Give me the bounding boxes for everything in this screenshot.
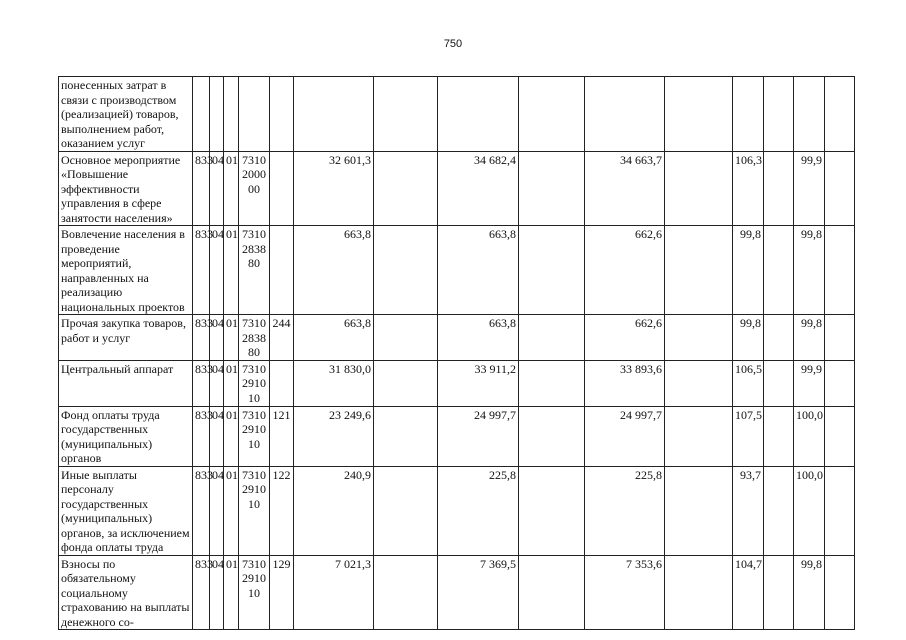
target-article-part: 2000 [242,167,266,181]
expense-type-cell [270,151,294,226]
empty-cell [519,77,585,152]
empty-cell [519,555,585,630]
target-article-part: 10 [248,496,260,511]
grbs-code-cell: 833 [193,360,210,406]
empty-cell [665,151,733,226]
value-2-cell: 7 369,5 [438,555,519,630]
target-article-part: 00 [248,181,260,196]
empty-cell [825,466,855,555]
section-code-cell [210,77,224,152]
grbs-code-cell: 833 [193,555,210,630]
empty-cell [519,360,585,406]
empty-cell [519,151,585,226]
value-2-cell: 663,8 [438,315,519,361]
target-article-part: 10 [248,390,260,405]
target-article-part: 80 [248,256,260,270]
target-article-cell [239,315,270,361]
expense-type-cell [270,360,294,406]
empty-cell [764,77,794,152]
empty-cell [519,315,585,361]
section-code-cell: 04 [210,466,224,555]
empty-cell [665,555,733,630]
section-code-cell: 04 [210,226,224,315]
row-name-cell: Центральный аппарат [59,360,193,406]
section-code-cell: 04 [210,406,224,466]
target-article-part: 7310 [242,361,266,376]
target-article-part: 2910 [242,422,266,436]
empty-cell [825,77,855,152]
percent-1-cell: 99,8 [733,315,764,361]
expense-type-cell: 129 [270,555,294,630]
value-1-cell: 31 830,0 [294,360,374,406]
value-1-cell: 32 601,3 [294,151,374,226]
section-code-cell: 04 [210,151,224,226]
target-article-cell [239,360,270,406]
row-name-cell: Прочая закупка товаров, работ и услуг [59,315,193,361]
value-1-cell: 663,8 [294,226,374,315]
expense-type-cell [270,226,294,315]
target-article-part: 7310 [242,316,266,330]
expense-type-cell: 121 [270,406,294,466]
empty-cell [764,315,794,361]
target-article-part: 2838 [242,330,266,345]
target-article-part: 2910 [242,376,266,390]
target-article-part: 80 [248,345,260,359]
empty-cell [665,315,733,361]
value-2-cell: 24 997,7 [438,406,519,466]
percent-1-cell [733,77,764,152]
table-row [59,555,855,630]
target-article-part: 2838 [242,241,266,256]
target-article-part: 10 [248,436,260,451]
empty-cell [374,151,438,226]
empty-cell [374,226,438,315]
value-2-cell: 33 911,2 [438,360,519,406]
target-article-part: 2910 [242,482,266,496]
target-article-part: 7310 [242,227,266,241]
table-row [59,406,855,466]
subsection-code-cell: 01 [224,226,239,315]
value-2-cell [438,77,519,152]
subsection-code-cell: 01 [224,360,239,406]
target-article-cell [239,406,270,466]
value-3-cell [585,77,665,152]
grbs-code-cell: 833 [193,406,210,466]
percent-2-cell [794,77,825,152]
row-name-cell: Основное мероприятие «Повышение эффективности управления в сфере занятости населения» [59,151,193,226]
empty-cell [764,226,794,315]
percent-1-cell: 107,5 [733,406,764,466]
empty-cell [519,226,585,315]
empty-cell [825,315,855,361]
empty-cell [665,406,733,466]
percent-2-cell: 99,9 [794,151,825,226]
expense-type-cell [270,77,294,152]
percent-1-cell: 93,7 [733,466,764,555]
empty-cell [825,226,855,315]
table-row [59,226,855,315]
value-3-cell: 662,6 [585,315,665,361]
empty-cell [374,466,438,555]
grbs-code-cell: 833 [193,315,210,361]
table-body [59,77,855,630]
target-article-part: 2910 [242,571,266,585]
section-code-cell: 04 [210,315,224,361]
empty-cell [374,77,438,152]
empty-cell [764,466,794,555]
value-3-cell: 662,6 [585,226,665,315]
table-row [59,315,855,361]
page-number: 750 [443,38,463,50]
target-article-cell [239,77,270,152]
grbs-code-cell: 833 [193,151,210,226]
percent-2-cell: 99,9 [794,360,825,406]
percent-2-cell: 99,8 [794,226,825,315]
subsection-code-cell [224,77,239,152]
percent-1-cell: 106,3 [733,151,764,226]
table-row [59,360,855,406]
row-name-cell: Вовлечение населения в проведение мероприятий, направленных на реализацию национальных проектов [59,226,193,315]
percent-1-cell: 99,8 [733,226,764,315]
percent-1-cell: 104,7 [733,555,764,630]
target-article-cell [239,226,270,315]
percent-2-cell: 99,8 [794,315,825,361]
subsection-code-cell: 01 [224,151,239,226]
empty-cell [825,555,855,630]
empty-cell [764,406,794,466]
value-1-cell: 663,8 [294,315,374,361]
value-2-cell: 225,8 [438,466,519,555]
value-3-cell: 34 663,7 [585,151,665,226]
percent-2-cell: 99,8 [794,555,825,630]
value-1-cell: 240,9 [294,466,374,555]
table-row [59,77,855,152]
empty-cell [374,406,438,466]
empty-cell [764,151,794,226]
section-code-cell: 04 [210,360,224,406]
value-3-cell: 24 997,7 [585,406,665,466]
empty-cell [665,466,733,555]
empty-cell [374,360,438,406]
empty-cell [519,406,585,466]
row-name-cell: понесенных затрат в связи с производством (реализацией) товаров, выполнением работ, оказанием услуг [59,77,193,152]
target-article-part: 7310 [242,556,266,571]
row-name-cell: Иные выплаты персоналу государственных (муниципальных) органов, за исключением фонда оплаты труда [59,466,193,555]
subsection-code-cell: 01 [224,315,239,361]
value-1-cell: 7 021,3 [294,555,374,630]
table-row [59,151,855,226]
empty-cell [825,151,855,226]
subsection-code-cell: 01 [224,406,239,466]
empty-cell [825,406,855,466]
target-article-part: 7310 [242,152,266,167]
target-article-cell [239,555,270,630]
empty-cell [374,555,438,630]
empty-cell [665,360,733,406]
grbs-code-cell [193,77,210,152]
empty-cell [764,555,794,630]
value-2-cell: 34 682,4 [438,151,519,226]
empty-cell [665,226,733,315]
value-1-cell: 23 249,6 [294,406,374,466]
target-article-cell [239,466,270,555]
target-article-part: 7310 [242,407,266,422]
percent-2-cell: 100,0 [794,466,825,555]
value-3-cell: 33 893,6 [585,360,665,406]
table-row [59,466,855,555]
row-name-cell: Фонд оплаты труда государственных (муниципальных) органов [59,406,193,466]
target-article-part: 7310 [242,467,266,482]
expense-type-cell: 244 [270,315,294,361]
value-3-cell: 225,8 [585,466,665,555]
empty-cell [825,360,855,406]
value-2-cell: 663,8 [438,226,519,315]
grbs-code-cell: 833 [193,466,210,555]
value-1-cell [294,77,374,152]
subsection-code-cell: 01 [224,466,239,555]
target-article-part: 10 [248,585,260,600]
percent-2-cell: 100,0 [794,406,825,466]
empty-cell [665,77,733,152]
section-code-cell: 04 [210,555,224,630]
percent-1-cell: 106,5 [733,360,764,406]
value-3-cell: 7 353,6 [585,555,665,630]
grbs-code-cell: 833 [193,226,210,315]
empty-cell [764,360,794,406]
row-name-cell: Взносы по обязательному социальному страхованию на выплаты денежного со- [59,555,193,630]
target-article-cell [239,151,270,226]
subsection-code-cell: 01 [224,555,239,630]
expense-type-cell: 122 [270,466,294,555]
empty-cell [519,466,585,555]
empty-cell [374,315,438,361]
budget-table [58,76,855,630]
